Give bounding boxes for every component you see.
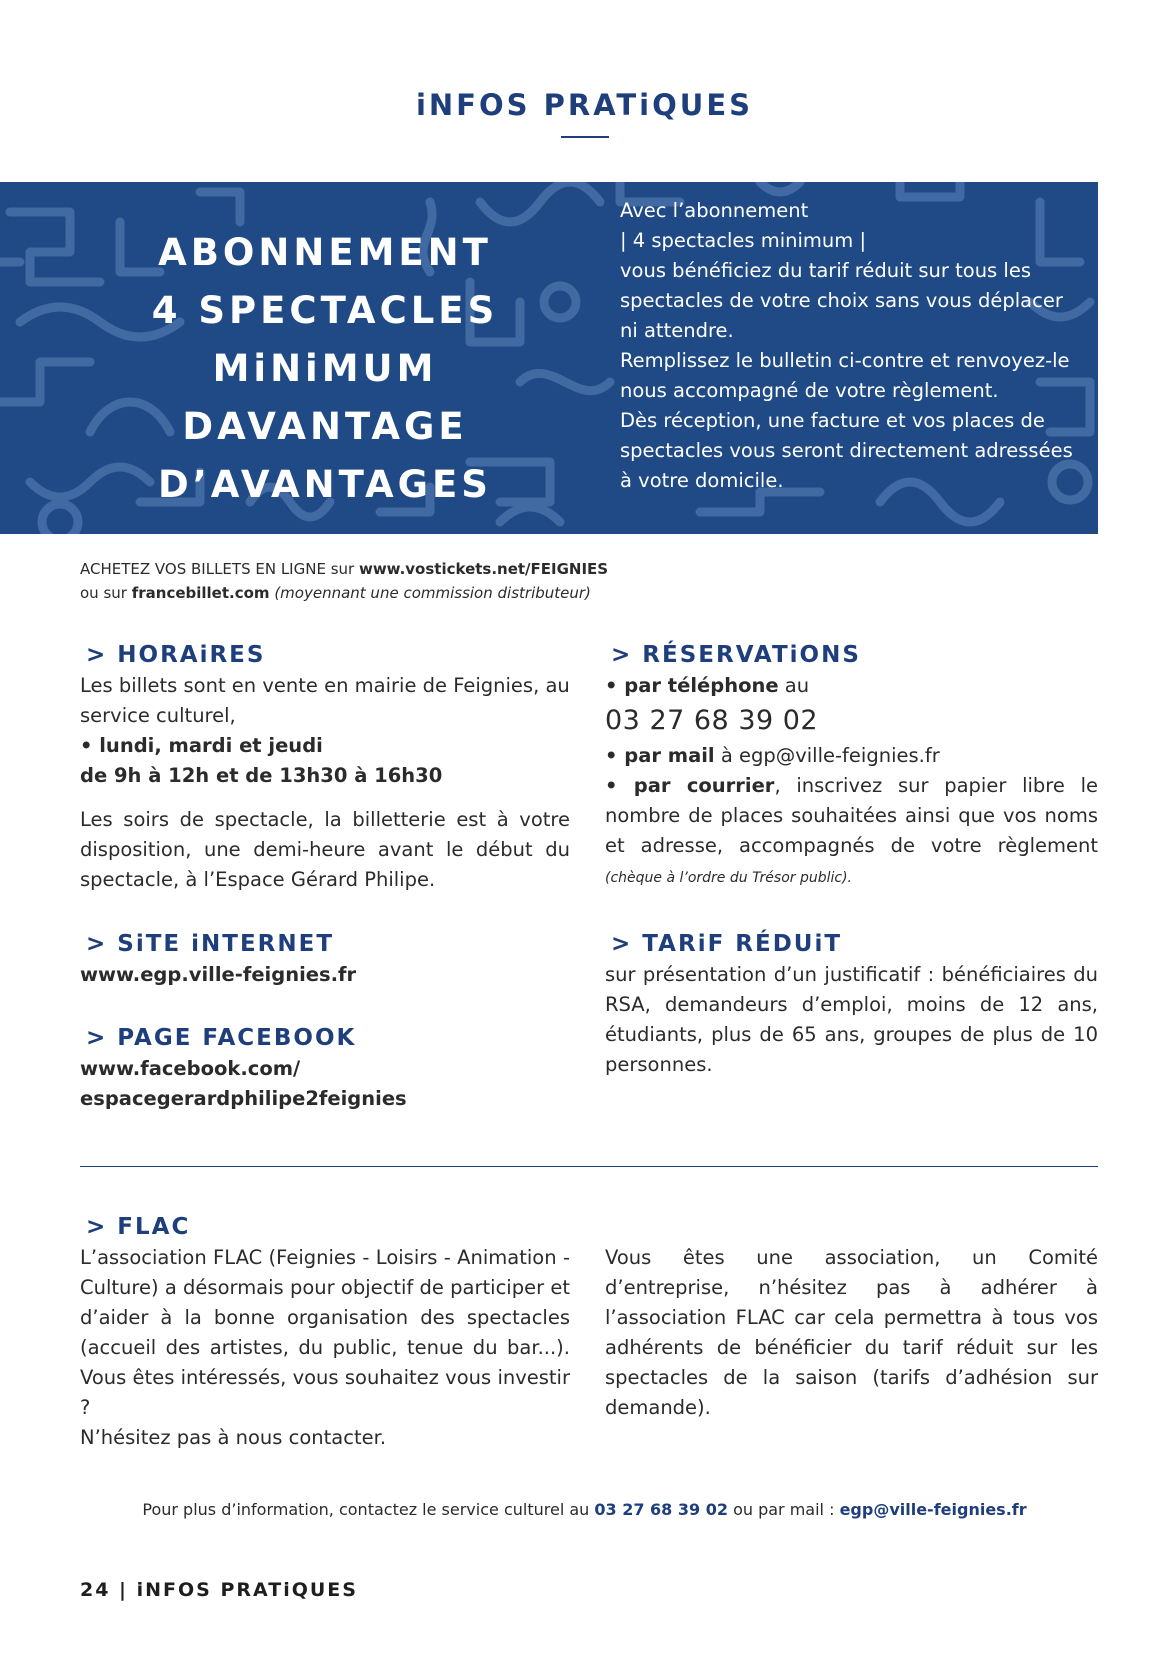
horaires-evening: Les soirs de spectacle, la billetterie est à votre disposition, une demi-heure avant le début du spectacle, à l’Espace Gérard Philipe. — [80, 808, 570, 891]
banner-text-line: vous bénéficiez du tarif réduit sur tous les spectacles de votre choix sans vous déplacer ni attendre. — [620, 259, 1063, 342]
subscription-banner — [0, 182, 1098, 534]
tarif-text: sur présentation d’un justificatif : bénéficiaires du RSA, demandeurs d’emploi, moins de 12 ans, étudiants, plus de 65 ans, groupes de plus de 10 personnes. — [605, 963, 1098, 1076]
horaires-intro: Les billets sont en vente en mairie de Feignies, au service culturel, — [80, 674, 570, 727]
tarif-section — [605, 930, 1098, 1080]
phone-suffix: au — [778, 674, 810, 697]
contact-prefix: Pour plus d’information, contactez le service culturel au — [142, 1500, 595, 1519]
facebook-url-link[interactable]: www.facebook.com/ — [80, 1057, 301, 1080]
online-line2-prefix: ou sur — [80, 584, 132, 602]
site-heading: > SiTE iNTERNET — [86, 931, 335, 957]
courrier-note: (chèque à l’ordre du Trésor public). — [605, 870, 853, 886]
banner-title-line: 4 SPECTACLES — [151, 289, 499, 332]
contact-line — [0, 1500, 1169, 1519]
tarif-heading: > TARiF RÉDUiT — [611, 931, 843, 957]
horaires-days: • lundi, mardi et jeudi — [80, 734, 323, 757]
online-prefix: ACHETEZ VOS BILLETS EN LIGNE sur — [80, 560, 359, 578]
contact-email[interactable]: egp@ville-feignies.fr — [839, 1500, 1027, 1519]
banner-title-line: D’AVANTAGES — [158, 463, 492, 506]
section-divider — [80, 1166, 1098, 1167]
banner-text-line: Dès réception, une facture et vos places de spectacles vous seront directement adressées à votre domicile. — [620, 409, 1073, 492]
flac-left-text: L’association FLAC (Feignies - Loisirs - Animation - Culture) a désormais pour objectif de participer et d’aider à la bonne organisation des spectacles (accueil des artistes, du public, tenue du bar...). Vous êtes intéressés, vous souhaitez vous investir ? — [80, 1246, 570, 1419]
flac-right-text: Vous êtes une association, un Comité d’entreprise, n’hésitez pas à adhérer à l’association FLAC car cela permettra à tous vos adhérents de bénéficier du tarif réduit sur les spectacles de la saison (tarifs d’adhésion sur demande). — [605, 1246, 1098, 1419]
banner-text-line: Avec l’abonnement — [620, 199, 809, 222]
flac-heading: > FLAC — [86, 1214, 191, 1240]
flac-contact-text: N’hésitez pas à nous contacter. — [80, 1426, 387, 1449]
horaires-section — [80, 641, 570, 895]
banner-title-line: DAVANTAGE — [182, 405, 468, 448]
phone-label: • par téléphone — [605, 674, 779, 697]
banner-description — [620, 196, 1080, 496]
flac-right — [605, 1243, 1098, 1423]
banner-title-line: MiNiMUM — [212, 347, 438, 390]
banner-title-line: ABONNEMENT — [158, 231, 492, 274]
page-footer: 24 | iNFOS PRATiQUES — [80, 1579, 358, 1601]
reservations-heading: > RÉSERVATiONS — [611, 642, 861, 668]
page-title: iNFOS PRATiQUES — [415, 88, 754, 122]
courrier-text: , inscrivez sur papier libre le nombre de places souhaitées ainsi que vos noms et adresse, accompagnés de votre règlement — [605, 774, 1099, 857]
facebook-url-link-2[interactable]: espacegerardphilipe2feignies — [80, 1087, 407, 1110]
banner-title — [150, 224, 500, 514]
online-tickets — [80, 557, 608, 605]
mail-address[interactable]: à egp@ville-feignies.fr — [714, 744, 940, 767]
horaires-heading: > HORAiRES — [86, 642, 266, 668]
francebillet-link[interactable]: francebillet.com — [131, 584, 270, 602]
mail-label: • par mail — [605, 744, 715, 767]
banner-text-line: Remplissez le bulletin ci-contre et renvoyez-le nous accompagné de votre règlement. — [620, 349, 1070, 402]
banner-text-line: | 4 spectacles minimum | — [620, 229, 867, 252]
phone-number[interactable]: 03 27 68 39 02 — [605, 705, 819, 736]
site-url-link[interactable]: www.egp.ville-feignies.fr — [80, 963, 357, 986]
reservations-section — [605, 641, 1098, 893]
facebook-section — [80, 1024, 570, 1114]
facebook-heading: > PAGE FACEBOOK — [86, 1025, 357, 1051]
site-section — [80, 930, 570, 990]
contact-middle: ou par mail : — [727, 1500, 840, 1519]
vostickets-link[interactable]: www.vostickets.net/FEIGNIES — [358, 560, 609, 578]
horaires-hours: de 9h à 12h et de 13h30 à 16h30 — [80, 764, 443, 787]
title-underline — [561, 136, 609, 138]
contact-phone[interactable]: 03 27 68 39 02 — [594, 1500, 728, 1519]
flac-section — [80, 1213, 570, 1453]
commission-note: (moyennant une commission distributeur) — [274, 584, 591, 602]
courrier-label: • par courrier — [605, 774, 775, 797]
